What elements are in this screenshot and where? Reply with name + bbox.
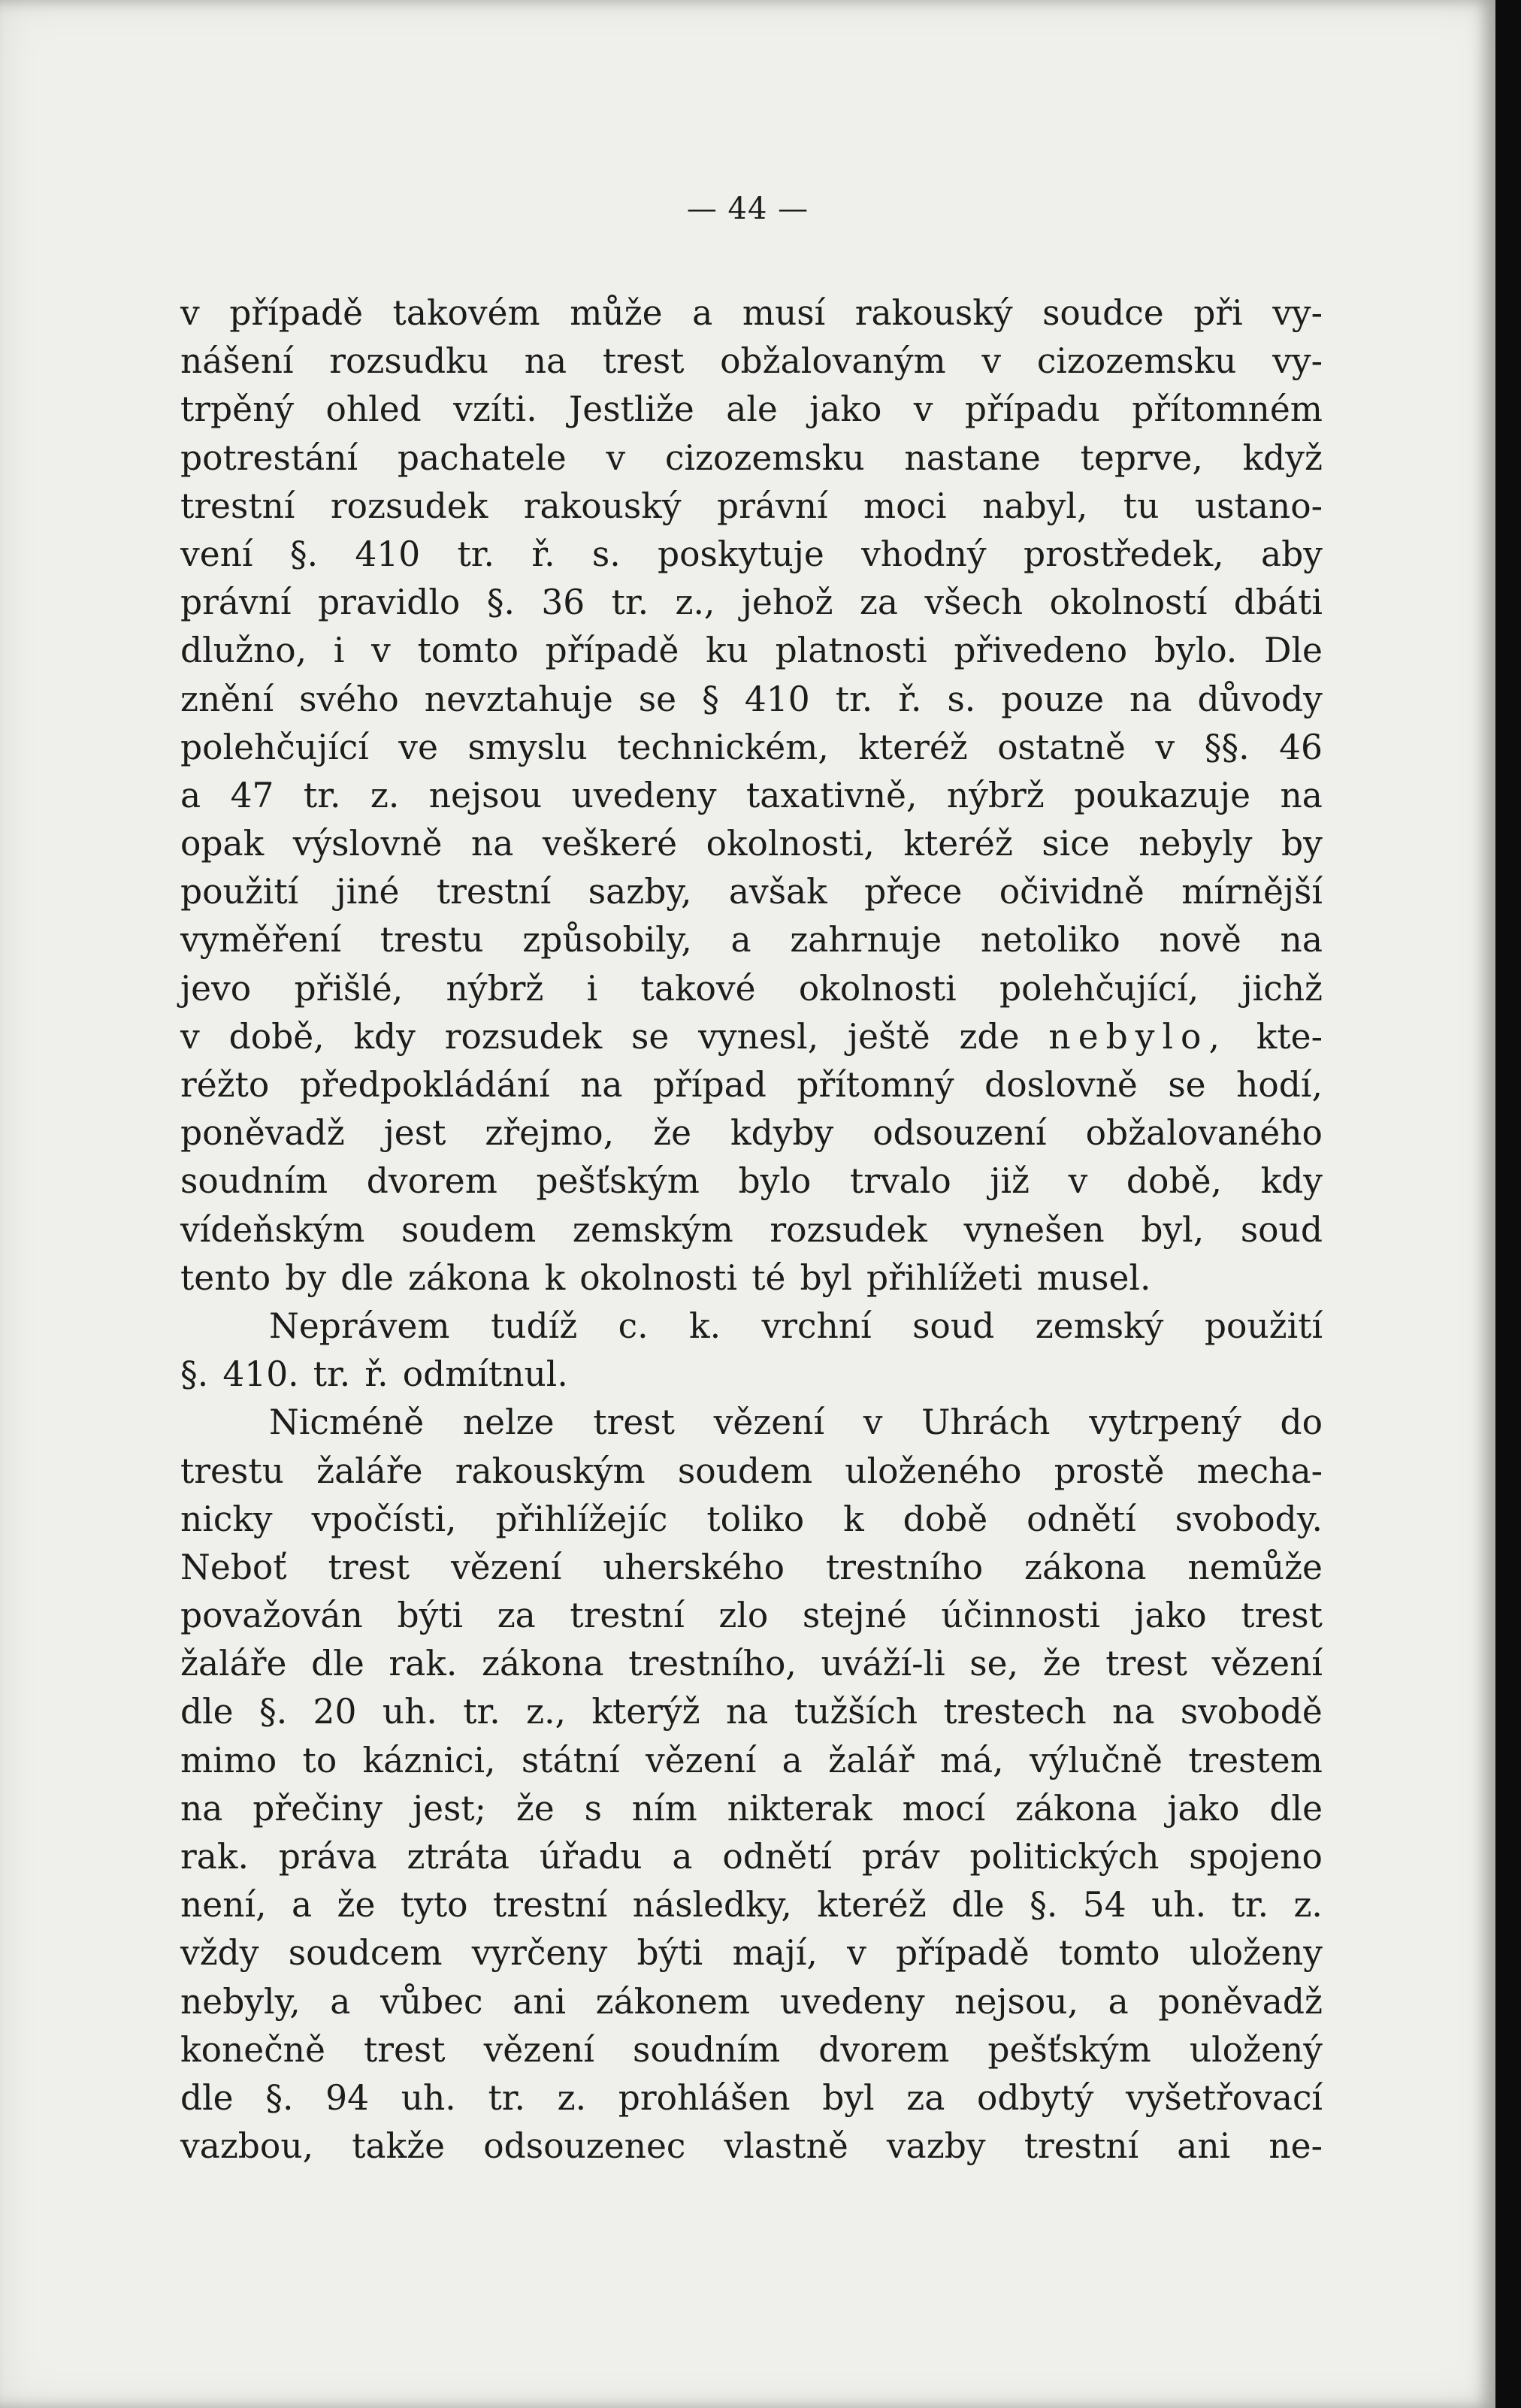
body-text — [180, 289, 1323, 2171]
text-line: a 47 tr. z. nejsou uvedeny taxativně, nýbrž poukazuje na — [180, 775, 1323, 815]
text-line: vazbou, takže odsouzenec vlastně vazby trestní ani ne- — [180, 2126, 1323, 2167]
text-line: použití jiné trestní sazby, avšak přece očividně mírnější — [180, 872, 1323, 912]
text-line: trestu žaláře rakouským soudem uloženého prostě mecha- — [180, 1451, 1323, 1491]
text-line: vždy soudcem vyrčeny býti mají, v případě tomto uloženy — [180, 1933, 1323, 1974]
text-line: vyměření trestu způsobily, a zahrnuje netoliko nově na — [180, 920, 1323, 960]
text-line: trpěný ohled vzíti. Jestliže ale jako v případu přítomném — [180, 389, 1323, 430]
text-line: poněvadž jest zřejmo, že kdyby odsouzení obžalovaného — [180, 1113, 1323, 1154]
text-line: v případě takovém může a musí rakouský soudce při vy- — [180, 293, 1323, 333]
text-line: réžto předpokládání na případ přítomný doslovně se hodí, — [180, 1065, 1323, 1105]
text-line: nášení rozsudku na trest obžalovaným v cizozemsku vy- — [180, 341, 1323, 382]
text-line: dle §. 94 uh. tr. z. prohlášen byl za odbytý vyšetřovací — [180, 2077, 1323, 2118]
text-line: vení §. 410 tr. ř. s. poskytuje vhodný prostředek, aby — [180, 534, 1323, 574]
text-line: konečně trest vězení soudním dvorem pešťským uložený — [180, 2029, 1323, 2070]
text-line: považován býti za trestní zlo stejné účinnosti jako trest — [180, 1596, 1323, 1636]
text-line: polehčující ve smyslu technickém, kteréž ostatně v §§. 46 — [180, 727, 1323, 767]
text-line: Neboť trest vězení uherského trestního zákona nemůže — [180, 1547, 1323, 1587]
text-line: rak. práva ztráta úřadu a odnětí práv politických spojeno — [180, 1837, 1323, 1877]
text-line: dle §. 20 uh. tr. z., kterýž na tužších trestech na svobodě — [180, 1692, 1323, 1732]
text-line: §. 410. tr. ř. odmítnul. — [180, 1354, 568, 1395]
text-line: trestní rozsudek rakouský právní moci nabyl, tu ustano- — [180, 486, 1323, 526]
text-line: Neprávem tudíž c. k. vrchní soud zemský použití — [269, 1305, 1323, 1346]
text-line: nicky vpočísti, přihlížejíc toliko k době odnětí svobody. — [180, 1499, 1323, 1539]
page-number: — 44 — — [686, 192, 809, 226]
text-line: soudním dvorem pešťským bylo trvalo již v době, kdy — [180, 1161, 1323, 1202]
text-line: opak výslovně na veškeré okolnosti, kteréž sice nebyly by — [180, 824, 1323, 864]
text-line: žaláře dle rak. zákona trestního, uváží-li se, že trest vězení — [180, 1644, 1323, 1684]
text-line: nebyly, a vůbec ani zákonem uvedeny nejsou, a poněvadž — [180, 1981, 1323, 2022]
text-line: dlužno, i v tomto případě ku platnosti přivedeno bylo. Dle — [180, 631, 1323, 671]
text-line: na přečiny jest; že s ním nikterak mocí zákona jako dle — [180, 1788, 1323, 1829]
text-line: Nicméně nelze trest vězení v Uhrách vytrpený do — [269, 1402, 1323, 1443]
text-line: potrestání pachatele v cizozemsku nastane teprve, když — [180, 437, 1323, 478]
text-line: právní pravidlo §. 36 tr. z., jehož za všech okolností dbáti — [180, 582, 1323, 623]
text-line: mimo to káznici, státní vězení a žalář má, výlučně trestem — [180, 1740, 1323, 1780]
text-line: tento by dle zákona k okolnosti té byl přihlížeti musel. — [180, 1257, 1151, 1298]
text-line: jevo přišlé, nýbrž i takové okolnosti polehčující, jichž — [180, 968, 1323, 1009]
text-line: znění svého nevztahuje se § 410 tr. ř. s. pouze na důvody — [180, 679, 1323, 719]
text-line: není, a že tyto trestní následky, kteréž dle §. 54 uh. tr. z. — [180, 1885, 1323, 1925]
text-line: v době, kdy rozsudek se vynesl, ještě zde nebylo, kte- — [180, 1016, 1323, 1057]
text-line: vídeňským soudem zemským rozsudek vynešen byl, soud — [180, 1209, 1323, 1250]
